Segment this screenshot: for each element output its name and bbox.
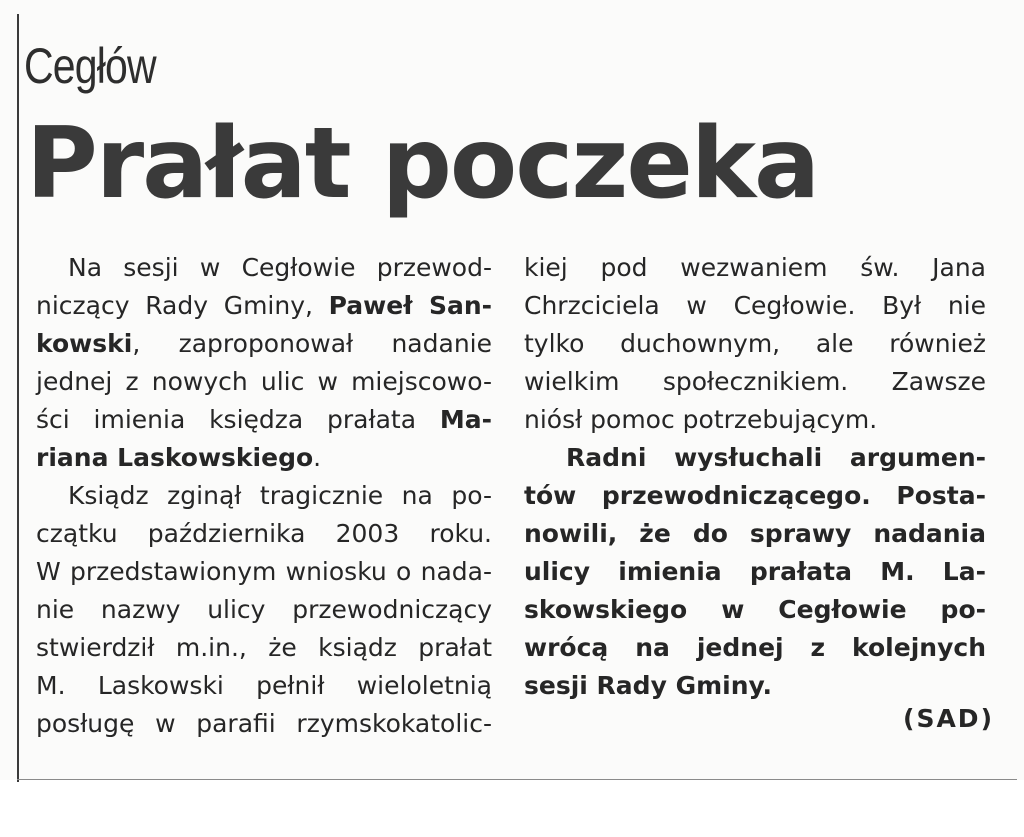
bold-name: Ma- [439, 405, 492, 434]
bottom-edge-rule [17, 779, 1017, 780]
right-col-line: sesji Rady Gminy. [524, 671, 773, 700]
left-col-line: Ksiądz zginął tragicznie na po- [68, 481, 492, 510]
left-col-line: czątku października 2003 roku. [36, 519, 492, 548]
bold-name: kowski [36, 329, 133, 358]
left-col-line: W przedstawionym wniosku o nada- [36, 557, 492, 586]
bold-name: riana Laskowskiego [36, 443, 314, 472]
right-col-line: nowili, że do sprawy nadania [524, 519, 986, 548]
left-col-line: riana Laskowskiego. [36, 443, 322, 472]
left-col-line: kowski, zaproponował nadanie [36, 329, 492, 358]
left-col-line: ści imienia księdza prałata Ma- [36, 405, 492, 434]
right-col-line: Chrzciciela w Cegłowie. Był nie [524, 291, 986, 320]
left-col-line: nie nazwy ulicy przewodniczący [36, 595, 492, 624]
right-col-line: wrócą na jednej z kolejnych [524, 633, 986, 662]
right-col-line: wielkim społecznikiem. Zawsze [524, 367, 986, 396]
right-col-line: Radni wysłuchali argumen- [566, 443, 986, 472]
right-col-line: skowskiego w Cegłowie po- [524, 595, 986, 624]
left-col-line: jednej z nowych ulic w miejscowo- [36, 367, 492, 396]
left-col-line: stwierdził m.in., że ksiądz prałat [36, 633, 492, 662]
article-headline: Prałat poczeka [26, 107, 819, 221]
right-col-line: ulicy imienia prałata M. La- [524, 557, 986, 586]
left-col-line: Na sesji w Cegłowie przewod- [68, 253, 492, 282]
author-signature: (SAD) [903, 704, 994, 733]
right-col-line: tów przewodniczącego. Posta- [524, 481, 986, 510]
left-col-line: posługę w parafii rzymskokatolic- [36, 709, 492, 738]
left-col-line: niczący Rady Gminy, Paweł San- [36, 291, 493, 320]
left-col-line: M. Laskowski pełnił wieloletnią [36, 671, 492, 700]
right-col-line: niósł pomoc potrzebującym. [524, 405, 878, 434]
left-margin-rule [17, 14, 19, 782]
right-col-line: kiej pod wezwaniem św. Jana [524, 253, 986, 282]
right-col-line: tylko duchownym, ale również [524, 329, 986, 358]
bold-name: Paweł San- [328, 291, 493, 320]
location-kicker: Cegłów [24, 38, 156, 94]
